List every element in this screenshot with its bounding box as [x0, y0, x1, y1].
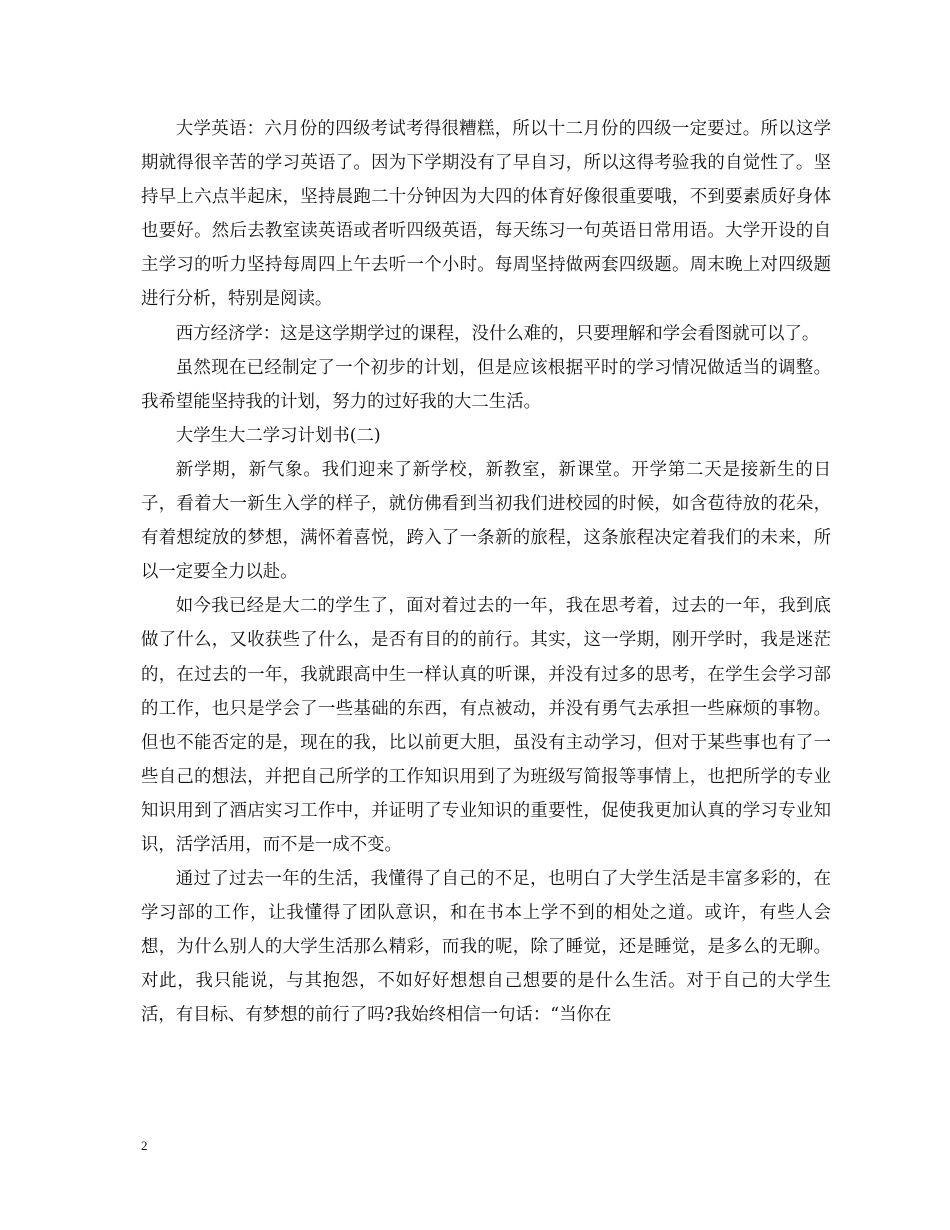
paragraph-new-semester: 新学期，新气象。我们迎来了新学校，新教室，新课堂。开学第二天是接新生的日子，看着大一新生入学的样子，就仿佛看到当初我们进校园的时候，如含苞待放的花朵，有着想绽放的梦想，满怀着喜悦，跨入了一条新的旅程，这条旅程决定着我们的未来，所以一定要全力以赴。: [141, 459, 831, 583]
section-heading: 大学生大二学习计划书(二): [175, 425, 381, 446]
paragraph-lessons: 通过了过去一年的生活，我懂得了自己的不足，也明白了大学生活是丰富多彩的，在学习部的工作，让我懂得了团队意识，和在书本上学不到的相处之道。或许，有些人会想，为什么别人的大学生活那么精彩，而我的呢，除了睡觉，还是睡觉，是多么的无聊。对此，我只能说，与其抱怨，不如好好想想自己想要的是什么生活。对于自己的大学生活，有目标、有梦想的前行了吗?我始终相信一句话：“当你在: [141, 869, 831, 1026]
paragraph-reflection: 如今我已经是大二的学生了，面对着过去的一年，我在思考着，过去的一年，我到底做了什么，又收获些了什么，是否有目的的前行。其实，这一学期，刚开学时，我是迷茫的，在过去的一年，我就跟高中生一样认真的听课，并没有过多的思考，在学生会学习部的工作，也只是学会了一些基础的东西，有点被动，并没有勇气去承担一些麻烦的事物。但也不能否定的是，现在的我，比以前更大胆，虽没有主动学习，但对于某些事也有了一些自己的想法，并把自己所学的工作知识用到了为班级写简报等事情上，也把所学的专业知识用到了酒店实习工作中，并证明了专业知识的重要性，促使我更加认真的学习专业知识，活学活用，而不是一成不变。: [141, 596, 831, 855]
paragraph-economics-plan: 西方经济学：这是这学期学过的课程，没什么难的，只要理解和学会看图就可以了。: [175, 323, 820, 344]
page-number: 2: [141, 1138, 148, 1153]
paragraph-plan-adjustment: 虽然现在已经制定了一个初步的计划，但是应该根据平时的学习情况做适当的调整。我希望能坚持我的计划，努力的过好我的大二生活。: [141, 357, 831, 412]
document-body: [141, 112, 831, 1033]
paragraph-english-plan: 大学英语：六月份的四级考试考得很糟糕，所以十二月份的四级一定要过。所以这学期就得很辛苦的学习英语了。因为下学期没有了早自习，所以这得考验我的自觉性了。坚持早上六点半起床，坚持晨跑二十分钟因为大四的体育好像很重要哦，不到要素质好身体也要好。然后去教室读英语或者听四级英语，每天练习一句英语日常用语。大学开设的自主学习的听力坚持每周四上午去听一个小时。每周坚持做两套四级题。周末晚上对四级题进行分析，特别是阅读。: [141, 119, 831, 310]
